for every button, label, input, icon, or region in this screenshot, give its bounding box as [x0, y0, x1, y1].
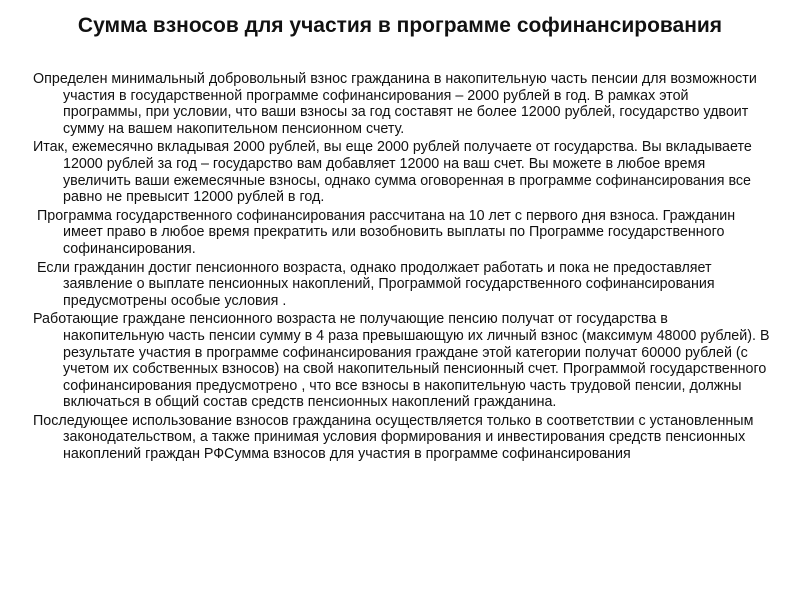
paragraph-working-pensioners: Работающие граждане пенсионного возраста не получающие пенсию получат от государства в накопительную часть пенсии сумму в 4 раза превышающую их личный взнос (максимум 48000 рублей). В результате участия в программе софинансирования граждане этой категории получат 60000 рублей (с учетом их собственных взносов) на свой накопительный пенсионный счет. Программой государственного софинансирования предусмотрено , что все взносы в накопительную часть трудовой пенсии, должны включаться в общий состав средств пенсионных накоплений гражданина. [33, 311, 770, 411]
paragraph-monthly-example: Итак, ежемесячно вкладывая 2000 рублей, вы еще 2000 рублей получаете от государства. Вы вкладываете 12000 рублей за год – государство вам добавляет 12000 на ваш счет. Вы можете в любое время увеличить ваши ежемесячные взносы, однако сумма оговоренная в программе софинансирования все равно не превысит 12000 рублей в год. [33, 139, 752, 206]
paragraph-subsequent-use: Последующее использование взносов гражданина осуществляется только в соответствии с установленным законодательством, а также принимая условия формирования и инвестирования средств пенсионных накоплений граждан РФСумма взносов для участия в программе софинансирования [33, 412, 754, 463]
paragraph-retirement-age: Если гражданин достиг пенсионного возраста, однако продолжает работать и пока не предоставляет заявление о выплате пенсионных накоплений, Программой государственного софинансирования предусмотрены особые условия . [37, 259, 715, 309]
paragraph-program-duration: Программа государственного софинансирования рассчитана на 10 лет с первого дня взноса. Гражданин имеет право в любое время прекратить или возобновить выплаты по Программе государственного софинансирования. [37, 207, 736, 257]
slide-title: Сумма взносов для участия в программе софинансирования [77, 14, 723, 37]
slide-body [33, 71, 770, 465]
paragraph-minimum-contribution: Определен минимальный добровольный взнос гражданина в накопительную часть пенсии для возможности участия в государственной программе софинансирования – 2000 рублей в год. В рамках этой программы, при условии, что ваши взносы за год составят не более 12000 рублей, государство удвоит сумму на вашем накопительном пенсионном счету. [33, 71, 757, 137]
